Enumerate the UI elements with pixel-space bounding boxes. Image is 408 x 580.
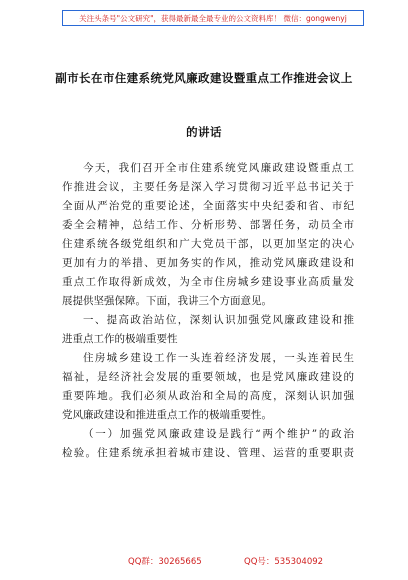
footer-qq-number: QQ号：535304092 xyxy=(244,557,324,567)
document-title-line-2: 的讲话 xyxy=(186,125,222,139)
body-line: 重要阵地。我们必须从政治和全局的高度，深刻认识加强 xyxy=(62,390,354,402)
body-line: 作推进会议，主要任务是深入学习贯彻习近平总书记关于 xyxy=(62,181,354,193)
section-heading-line: 一、提高政治站位，深刻认识加强党风廉政建设和推 xyxy=(83,314,354,326)
body-line: 全面从严治党的重要论述，全面落实中央纪委和省、市纪 xyxy=(62,200,354,212)
banner-text: 关注头条号"公文研究"，获得最新最全最专业的公文资料库！ 微信：gongwenyj xyxy=(79,13,347,23)
body-line: （一）加强党风廉政建设是践行“两个维护”的政治 xyxy=(83,428,354,440)
footer-qq-group: QQ群：30265665 xyxy=(128,557,202,567)
body-line: 更加有力的举措、更加务实的作风，推动党风廉政建设和 xyxy=(62,257,354,269)
body-line: 委全会精神，总结工作、分析形势、部署任务，动员全市 xyxy=(62,219,354,231)
body-line: 展提供坚强保障。下面，我讲三个方面意见。 xyxy=(62,295,272,307)
document-title-line-1: 副市长在市住建系统党风廉政建设暨重点工作推进会议上 xyxy=(55,71,353,85)
body-line: 住房城乡建设工作一头连着经济发展，一头连着民生 xyxy=(83,352,354,364)
header-banner xyxy=(62,10,364,26)
body-line: 福祉，是经济社会发展的重要领域，也是党风廉政建设的 xyxy=(62,371,354,383)
body-line: 重点工作取得新成效，为全市住房城乡建设事业高质量发 xyxy=(62,276,354,288)
section-heading-line: 进重点工作的极端重要性 xyxy=(62,333,178,345)
body-line: 检验。住建系统承担着城市建设、管理、运营的重要职责 xyxy=(62,447,354,459)
body-line: 今天，我们召开全市住建系统党风廉政建设暨重点工 xyxy=(83,162,354,174)
body-line: 住建系统各级党组织和广大党员干部，以更加坚定的决心 xyxy=(62,238,354,250)
footer xyxy=(0,555,408,567)
body-line: 党风廉政建设和推进重点工作的极端重要性。 xyxy=(62,409,272,421)
